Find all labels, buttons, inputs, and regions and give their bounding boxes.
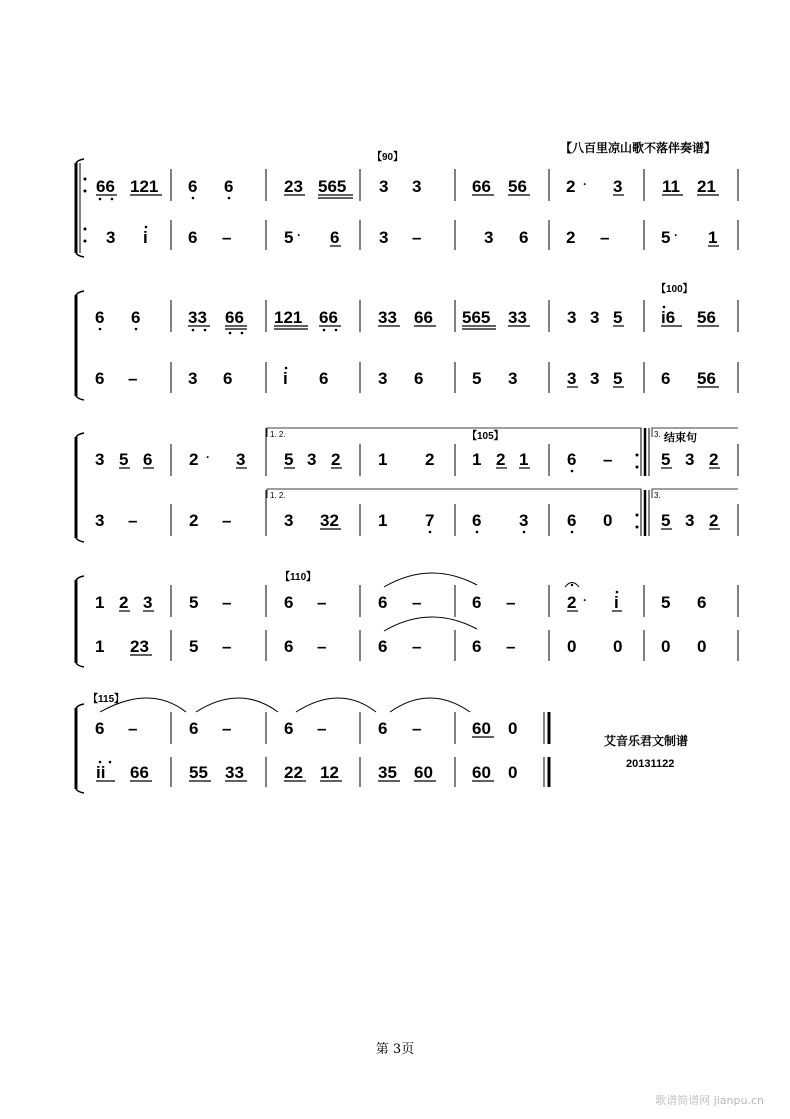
svg-text:0: 0 (613, 637, 623, 656)
svg-text:12: 12 (320, 763, 339, 782)
svg-text:–: – (222, 637, 232, 656)
svg-text:–: – (128, 719, 138, 738)
volta-first-label-bottom: 1. 2. (270, 491, 286, 500)
svg-text:66: 66 (225, 308, 244, 327)
svg-text:1: 1 (378, 450, 388, 469)
svg-text:2: 2 (566, 228, 576, 247)
rehearsal-mark-105: 【105】 (467, 431, 504, 442)
svg-text:1: 1 (378, 511, 388, 530)
system-3-bottom-notes (95, 511, 720, 533)
rehearsal-mark-90: 【90】 (372, 152, 404, 163)
svg-text:6: 6 (319, 369, 329, 388)
volta-third-label-bottom: 3. (654, 491, 661, 500)
svg-text:5: 5 (472, 369, 482, 388)
svg-text:–: – (317, 637, 327, 656)
svg-text:33: 33 (378, 308, 397, 327)
svg-text:6: 6 (661, 369, 671, 388)
svg-text:56: 56 (697, 369, 716, 388)
svg-text:6: 6 (284, 637, 294, 656)
svg-text:–: – (603, 450, 613, 469)
svg-text:1: 1 (95, 593, 105, 612)
svg-text:3: 3 (685, 450, 695, 469)
svg-text:66: 66 (96, 177, 115, 196)
svg-text:60: 60 (472, 719, 491, 738)
svg-text:–: – (412, 719, 422, 738)
svg-text:5: 5 (284, 228, 294, 247)
svg-text:3: 3 (188, 369, 198, 388)
system-2-top-notes (95, 306, 719, 335)
svg-text:5: 5 (661, 450, 671, 469)
system-1-repeat-dots (84, 178, 87, 243)
svg-text:0: 0 (508, 763, 518, 782)
svg-text:3: 3 (284, 511, 294, 530)
svg-text:121: 121 (130, 177, 159, 196)
svg-text:7: 7 (425, 511, 435, 530)
system-2 (76, 291, 738, 400)
svg-text:·: · (297, 228, 301, 242)
svg-text:0: 0 (603, 511, 613, 530)
svg-text:·: · (583, 593, 587, 607)
svg-text:3: 3 (567, 369, 577, 388)
svg-text:60: 60 (472, 763, 491, 782)
svg-text:66: 66 (130, 763, 149, 782)
svg-text:–: – (317, 719, 327, 738)
svg-text:6: 6 (567, 511, 577, 530)
svg-text:0: 0 (508, 719, 518, 738)
svg-text:22: 22 (284, 763, 303, 782)
svg-text:6: 6 (472, 511, 482, 530)
system-3-top-notes (95, 450, 720, 472)
svg-text:–: – (506, 637, 516, 656)
svg-text:2: 2 (567, 593, 577, 612)
svg-text:2: 2 (119, 593, 129, 612)
svg-text:2: 2 (709, 450, 719, 469)
svg-text:6: 6 (131, 308, 141, 327)
svg-text:32: 32 (320, 511, 339, 530)
system-4 (76, 573, 738, 667)
svg-text:0: 0 (697, 637, 707, 656)
svg-text:3: 3 (379, 228, 389, 247)
svg-text:3: 3 (508, 369, 518, 388)
svg-text:5: 5 (119, 450, 129, 469)
svg-text:3: 3 (378, 369, 388, 388)
svg-text:i: i (283, 369, 288, 388)
svg-text:6: 6 (143, 450, 153, 469)
rehearsal-mark-110: 【110】 (280, 572, 317, 583)
svg-text:1: 1 (95, 637, 105, 656)
svg-text:6: 6 (188, 228, 198, 247)
volta-first-label-top: 1. 2. (270, 430, 286, 439)
svg-text:1: 1 (708, 228, 718, 247)
svg-text:i: i (614, 593, 619, 612)
site-watermark: 歌谱简谱网 jianpu.cn (655, 1094, 764, 1107)
svg-text:–: – (222, 593, 232, 612)
page-number: 第 3页 (375, 1042, 415, 1057)
svg-text:6: 6 (378, 719, 388, 738)
svg-text:23: 23 (130, 637, 149, 656)
svg-text:66: 66 (414, 308, 433, 327)
svg-text:56: 56 (697, 308, 716, 327)
svg-text:1: 1 (519, 450, 529, 469)
rehearsal-mark-115: 【115】 (88, 694, 125, 705)
svg-text:6: 6 (95, 308, 105, 327)
svg-text:33: 33 (508, 308, 527, 327)
system-4-bottom-notes (95, 637, 706, 656)
system-5-bottom-notes (96, 761, 517, 782)
svg-text:–: – (128, 511, 138, 530)
svg-text:55: 55 (189, 763, 208, 782)
svg-text:·: · (206, 450, 210, 464)
system-1 (76, 159, 738, 257)
svg-text:2: 2 (331, 450, 341, 469)
system-3 (76, 428, 738, 542)
svg-text:2: 2 (566, 177, 576, 196)
svg-text:2: 2 (496, 450, 506, 469)
svg-text:6: 6 (472, 637, 482, 656)
svg-text:3: 3 (307, 450, 317, 469)
svg-text:2: 2 (425, 450, 435, 469)
svg-text:–: – (600, 228, 610, 247)
system-4-top-notes (95, 591, 706, 612)
svg-text:3: 3 (95, 450, 105, 469)
svg-text:i: i (143, 228, 148, 247)
svg-text:6: 6 (519, 228, 529, 247)
svg-text:–: – (317, 593, 327, 612)
svg-text:–: – (412, 593, 422, 612)
svg-text:3: 3 (567, 308, 577, 327)
svg-text:–: – (222, 511, 232, 530)
svg-text:6: 6 (378, 593, 388, 612)
svg-text:6: 6 (95, 369, 105, 388)
svg-text:–: – (128, 369, 138, 388)
svg-text:3: 3 (613, 177, 623, 196)
svg-text:2: 2 (709, 511, 719, 530)
system-2-bottom-notes (95, 367, 719, 388)
svg-text:5: 5 (661, 593, 671, 612)
system-1-top-notes (96, 177, 719, 200)
system-3-repeat-dots (636, 454, 639, 529)
svg-text:6: 6 (284, 719, 294, 738)
svg-text:3: 3 (590, 308, 600, 327)
svg-text:5: 5 (661, 511, 671, 530)
score-title: 【八百里凉山歌不落伴奏谱】 (560, 141, 717, 155)
svg-text:6: 6 (378, 637, 388, 656)
svg-text:6: 6 (284, 593, 294, 612)
arrangement-date: 20131122 (626, 758, 675, 770)
svg-text:–: – (506, 593, 516, 612)
svg-text:6: 6 (414, 369, 424, 388)
system-5-top-notes (95, 719, 517, 738)
svg-text:6: 6 (189, 719, 199, 738)
svg-text:6: 6 (330, 228, 340, 247)
svg-text:5: 5 (189, 593, 199, 612)
svg-text:5: 5 (661, 228, 671, 247)
svg-text:·: · (674, 228, 678, 242)
svg-text:3: 3 (519, 511, 529, 530)
system-1-bottom-notes (106, 226, 719, 247)
svg-text:3: 3 (685, 511, 695, 530)
svg-text:–: – (222, 719, 232, 738)
svg-text:5: 5 (189, 637, 199, 656)
svg-text:6: 6 (188, 177, 198, 196)
svg-text:·: · (583, 177, 587, 191)
svg-text:6: 6 (224, 177, 234, 196)
svg-text:3: 3 (106, 228, 116, 247)
svg-text:565: 565 (318, 177, 347, 196)
svg-text:ii: ii (96, 763, 106, 782)
svg-text:60: 60 (414, 763, 433, 782)
svg-text:66: 66 (319, 308, 338, 327)
rehearsal-mark-100: 【100】 (656, 284, 693, 295)
svg-text:6: 6 (697, 593, 707, 612)
svg-text:66: 66 (472, 177, 491, 196)
svg-text:565: 565 (462, 308, 491, 327)
svg-text:33: 33 (225, 763, 244, 782)
svg-text:6: 6 (95, 719, 105, 738)
svg-text:121: 121 (274, 308, 303, 327)
svg-text:0: 0 (661, 637, 671, 656)
svg-text:3: 3 (236, 450, 246, 469)
svg-text:21: 21 (697, 177, 716, 196)
svg-text:0: 0 (567, 637, 577, 656)
svg-text:1: 1 (472, 450, 482, 469)
svg-text:3: 3 (95, 511, 105, 530)
svg-text:3: 3 (412, 177, 422, 196)
svg-text:3: 3 (143, 593, 153, 612)
svg-text:6: 6 (223, 369, 233, 388)
svg-text:11: 11 (662, 177, 680, 196)
svg-text:3: 3 (484, 228, 494, 247)
volta-third-label-top: 3. (654, 430, 661, 439)
svg-text:2: 2 (189, 511, 199, 530)
svg-text:23: 23 (284, 177, 303, 196)
svg-text:–: – (222, 228, 232, 247)
svg-text:3: 3 (379, 177, 389, 196)
svg-text:3: 3 (590, 369, 600, 388)
svg-text:33: 33 (188, 308, 207, 327)
svg-text:2: 2 (189, 450, 199, 469)
svg-text:56: 56 (508, 177, 527, 196)
svg-text:5: 5 (284, 450, 294, 469)
svg-text:5: 5 (613, 369, 623, 388)
svg-text:35: 35 (378, 763, 397, 782)
svg-text:5: 5 (613, 308, 623, 327)
svg-text:–: – (412, 228, 422, 247)
ending-label: 结束句 (664, 432, 697, 444)
svg-text:6: 6 (472, 593, 482, 612)
svg-text:i6: i6 (661, 308, 676, 327)
arranger-credit: 艾音乐君文制谱 (604, 734, 689, 748)
svg-text:6: 6 (567, 450, 577, 469)
svg-text:–: – (412, 637, 422, 656)
